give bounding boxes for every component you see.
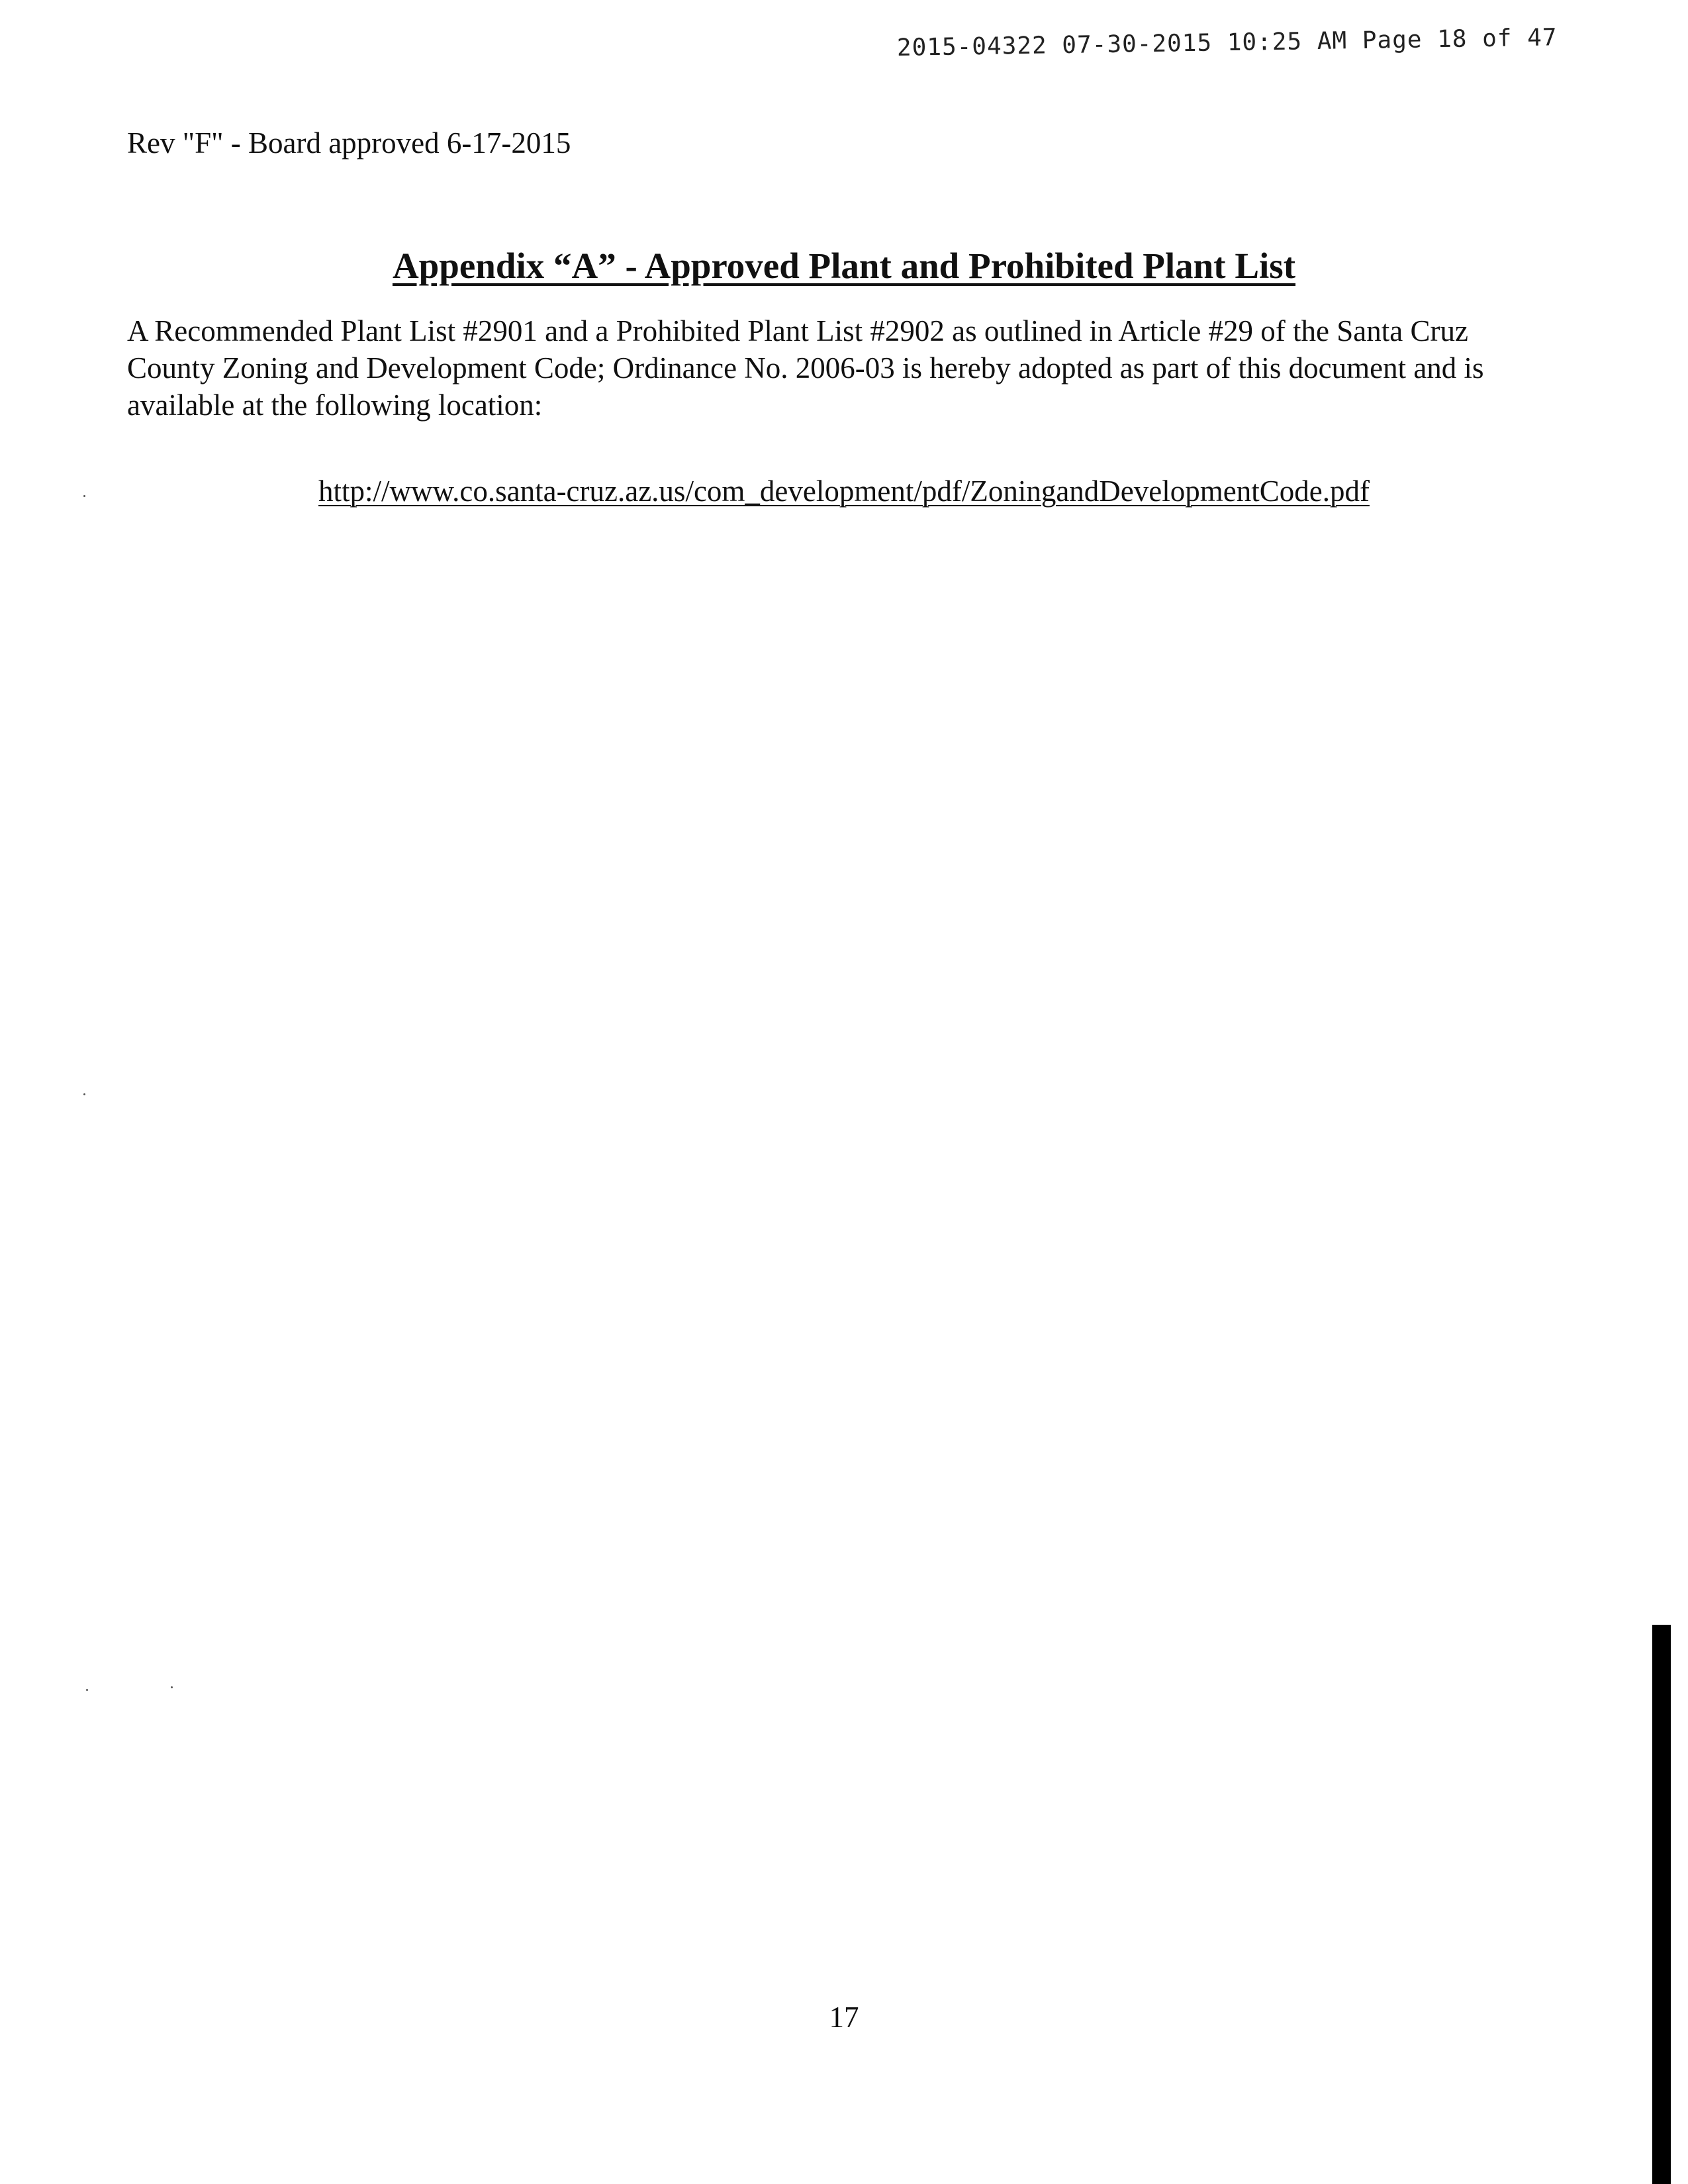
scan-artifact-dot [86,1689,88,1691]
appendix-title: Appendix “A” - Approved Plant and Prohibited Plant List [392,246,1296,286]
scan-artifact-dot [83,495,85,497]
revision-note: Rev "F" - Board approved 6-17-2015 [127,126,571,159]
scan-artifact-dot [83,1093,85,1095]
fax-stamp: 2015-04322 07-30-2015 10:25 AM Page 18 of 47 [896,24,1558,62]
body-paragraph: A Recommended Plant List #2901 and a Prohibited Plant List #2902 as outlined in Article #29 of the Santa Cruz County Zoning and Development Code; Ordinance No. 2006-03 is hereby adopted as part of this document and is available at the following location: [127,314,1484,422]
page-number: 17 [829,2001,859,2034]
zoning-code-link[interactable]: http://www.co.santa-cruz.az.us/com_development/pdf/ZoningandDevelopmentCode.pdf [318,475,1370,508]
scan-artifact-dot [171,1686,173,1688]
scan-edge-bar [1652,1625,1671,2184]
